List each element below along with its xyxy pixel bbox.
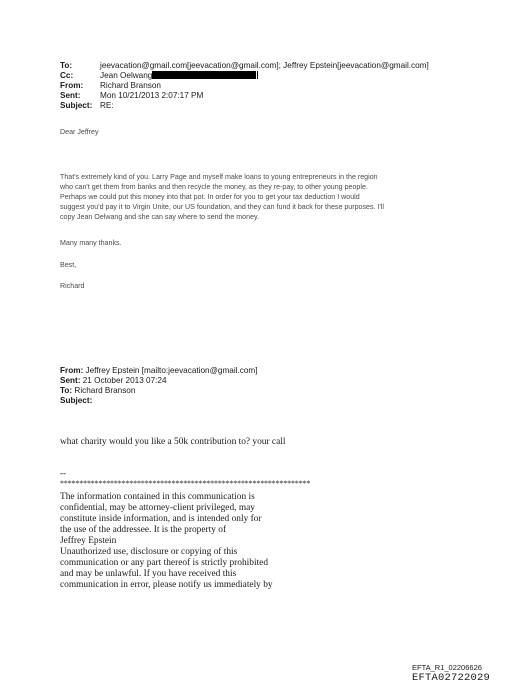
sent-value: Mon 10/21/2013 2:07:17 PM: [100, 91, 204, 100]
fwd-to-value: Richard Branson: [74, 386, 136, 395]
fwd-sent-value: 21 October 2013 07:24: [82, 376, 167, 385]
fwd-subject-row: [60, 396, 257, 406]
sent-row: [60, 91, 429, 101]
reply-line: That's extremely kind of you. Larry Page and myself make loans to young entrepreneurs in the region: [60, 173, 378, 181]
disclaimer-line: The information contained in this communication is: [60, 492, 255, 502]
sent-label: Sent:: [60, 91, 81, 100]
signature-line: Richard: [60, 282, 85, 290]
subject-label: Subject:: [60, 101, 93, 110]
disclaimer-line: confidential, may be attorney-client privileged, may: [60, 503, 255, 513]
fwd-sent-label: Sent:: [60, 376, 81, 385]
reply-line: Perhaps we could put this money into that pot. In order for you to get your tax deduction I would: [60, 193, 360, 201]
original-message: what charity would you like a 50k contribution to? your call: [60, 437, 286, 447]
disclaimer-line: and may be unlawful. If you have received this: [60, 569, 237, 579]
to-row: [60, 61, 429, 71]
disclaimer-line: the use of the addressee. It is the property of: [60, 525, 227, 535]
subject-value: RE:: [100, 101, 114, 110]
disclaimer-line: Jeffrey Epstein: [60, 536, 117, 546]
from-row: [60, 81, 429, 91]
bates-number-small: EFTA_R1_02206626: [412, 663, 482, 672]
fwd-from-value: Jeffrey Epstein [mailto:jeevacation@gmail.com]: [85, 366, 258, 375]
from-value: Richard Branson: [100, 81, 161, 90]
fwd-from-row: [60, 366, 257, 376]
fwd-to-label: To:: [60, 386, 73, 395]
bates-number-large: EFTA02722029: [412, 672, 491, 684]
closing-line: Best,: [60, 261, 77, 269]
thanks-line: Many many thanks.: [60, 239, 122, 247]
email-header: [60, 61, 429, 111]
reply-line: copy Jean Oelwang and she can say where to send the money.: [60, 213, 260, 221]
forwarded-header: [60, 366, 257, 406]
reply-line: suggest you'd pay it to Virgin Unite, our US foundation, and they can fund it back for these purposes. I'll: [60, 203, 384, 211]
redaction-box: [152, 71, 256, 79]
disclaimer-line: constitute inside information, and is intended only for: [60, 514, 262, 524]
cc-row: [60, 71, 429, 81]
from-label: From:: [60, 81, 84, 90]
fwd-from-label: From:: [60, 366, 84, 375]
greeting: Dear Jeffrey: [60, 128, 99, 136]
disclaimer-line: Unauthorized use, disclosure or copying of this: [60, 547, 238, 557]
to-value: jeevacation@gmail.com[jeevacation@gmail.com]; Jeffrey Epstein[jeevacation@gmail.com]: [100, 61, 429, 70]
subject-row: [60, 101, 429, 111]
redaction-mark: [257, 71, 258, 79]
signature-dash: --: [60, 468, 66, 478]
fwd-subject-label: Subject:: [60, 396, 93, 405]
disclaimer-line: communication in error, please notify us immediately by: [60, 580, 273, 590]
fwd-sent-row: [60, 376, 257, 386]
disclaimer-line: communication or any part thereof is strictly prohibited: [60, 558, 269, 568]
to-label: To:: [60, 61, 73, 70]
cc-value: Jean Oelwang: [100, 71, 153, 80]
reply-line: who can't get them from banks and then recycle the money, as they re-pay, to other young people.: [60, 183, 368, 191]
reply-paragraph: [60, 172, 384, 222]
fwd-to-row: [60, 386, 257, 396]
disclaimer: [60, 492, 273, 591]
asterisk-divider: *****************************************************************: [60, 479, 311, 488]
cc-label: Cc:: [60, 71, 74, 80]
